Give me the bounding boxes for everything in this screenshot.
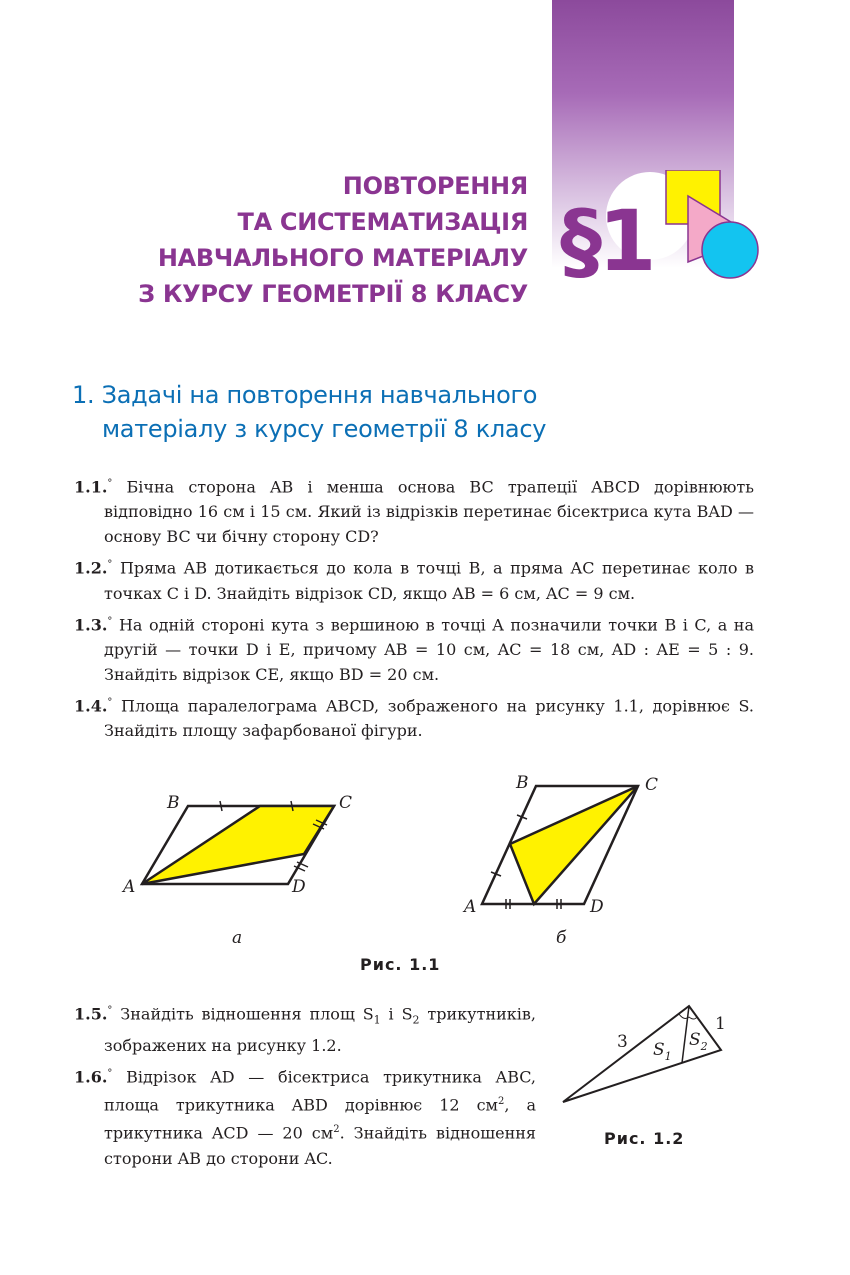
side-length-label: 1 [715,1014,726,1034]
problem-text: . Знайдіть відношення сторони AB до сторони AC. [104,1123,537,1168]
area-label-s2: $S_2$ [689,1030,708,1053]
section-title [72,378,692,446]
subscript: 1 [373,1013,381,1027]
figure-1-1-a [110,780,370,900]
problem-text: Бічна сторона AB і менша основа BC трапеції ABCD дорівнюють відповідно 16 см і 15 см. Який із відрізків перетинає бісектриса кута BAD — основу BC чи бічну сторону CD? [104,477,754,547]
area-label-s1: $S_1$ [653,1040,672,1063]
superscript: 2 [498,1095,505,1107]
vertex-label-d: D [590,897,604,917]
figure-caption-1-1: Рис. 1.1 [360,955,441,974]
difficulty-mark: ° [107,559,113,571]
vertex-label-a: A [464,897,477,917]
difficulty-mark: ° [107,478,113,489]
problem-number: 1.1. [74,477,108,497]
subscript: 2 [412,1013,420,1027]
problem-text: Відрізок AD — бісектриса трикутника ABC, площа трикутника ABD дорівнює 12 см [104,1066,537,1115]
tick-mark [220,801,222,811]
problem-list-lower [74,998,536,1174]
vertex-label-b: B [167,793,180,813]
problem-item [74,690,754,743]
vertex-label-a: A [123,877,136,897]
problem-list [74,471,754,746]
problem-item [74,609,754,687]
shaded-region [142,806,334,884]
figure-1-2 [555,995,735,1110]
figure-sublabel-b: б [556,928,567,948]
section-title-line2: матеріалу з курсу геометрії 8 класу [102,415,547,443]
difficulty-mark: ° [107,1067,113,1079]
problem-text: На одній стороні кута з вершиною в точці A позначили точки B і C, а на другій — точки D і E, причому AB = 10 см, AC = 18 см, AD : AE = 5 : 9. Знайдіть відрізок CE, якщо BD = 20 см. [104,614,754,684]
problem-text: і S [380,1004,413,1024]
triangle [563,1006,721,1102]
problem-number: 1.5. [74,1004,108,1024]
figure-sublabel-a: а [232,928,243,948]
figure-1-1-b [460,770,670,920]
problem-text: Пряма AB дотикається до кола в точці B, а пряма AC перетинає коло в точках C і D. Знайдіть відрізок CD, якщо AB = 6 см, AC = 9 см. [104,558,754,603]
problem-item [74,998,536,1058]
problem-text: трикутників, зображених на рисунку 1.2. [104,1004,536,1055]
difficulty-mark: ° [107,696,113,708]
vertex-label-c: C [339,793,353,813]
angle-arc [689,1017,697,1019]
chapter-title-line: НАВЧАЛЬНОГО МАТЕРІАЛУ [157,244,528,272]
problem-text: , а трикутника ACD — 20 см [104,1095,536,1143]
chapter-title-line: ПОВТОРЕННЯ [342,172,528,200]
chapter-emblem [556,170,776,300]
problem-item [74,471,754,549]
paragraph-mark: §1 [560,192,653,290]
section-title-line1: 1. Задачі на повторення навчального [72,381,538,409]
difficulty-mark: ° [107,1005,113,1016]
chapter-title [138,168,528,312]
bisector [682,1006,689,1063]
problem-item [74,1061,536,1171]
emblem-blue-circle [702,222,758,278]
chapter-title-line: З КУРСУ ГЕОМЕТРІЇ 8 КЛАСУ [138,280,528,308]
problem-item [74,552,754,605]
superscript: 2 [333,1124,340,1136]
vertex-label-b: B [516,773,529,793]
figure-caption-1-2: Рис. 1.2 [604,1129,685,1148]
vertex-label-d: D [292,877,306,897]
difficulty-mark: ° [107,615,113,627]
problem-text: Знайдіть відношення площ S [120,1004,374,1024]
problem-number: 1.2. [74,558,108,578]
side-length-label: 3 [617,1032,628,1052]
problem-number: 1.4. [74,696,108,716]
vertex-label-c: C [645,775,659,795]
problem-number: 1.3. [74,614,108,634]
chapter-title-line: ТА СИСТЕМАТИЗАЦІЯ [237,208,528,236]
problem-number: 1.6. [74,1066,108,1086]
problem-text: Площа паралелограма ABCD, зображеного на рисунку 1.1, дорівнює S. Знайдіть площу зафарбованої фігури. [104,696,754,741]
